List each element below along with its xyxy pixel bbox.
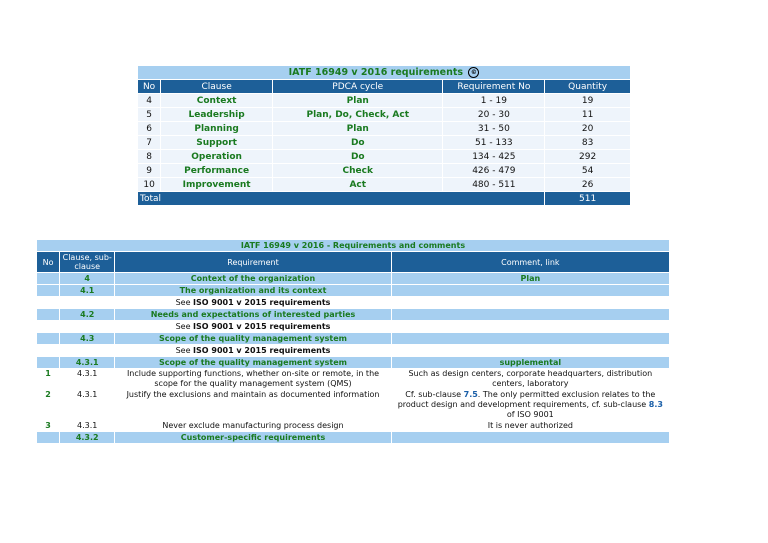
requirement-quantity: 19 <box>545 94 630 107</box>
section-clause: 4.3.1 <box>60 357 114 368</box>
requirements-title-row <box>37 240 669 251</box>
requirement-number: 2 <box>37 390 59 420</box>
row-clause <box>60 345 114 356</box>
requirement-quantity: 26 <box>545 178 630 191</box>
requirement-quantity: 83 <box>545 136 630 149</box>
section-comment <box>392 285 669 296</box>
pdca-cycle: Plan, Do, Check, Act <box>273 108 442 121</box>
row-number <box>37 309 59 320</box>
see-reference-row <box>37 345 669 356</box>
row-clause <box>60 297 114 308</box>
copyright-circle-icon: © <box>468 67 479 78</box>
section-row <box>37 432 669 443</box>
pdca-cycle: Act <box>273 178 442 191</box>
summary-title-cell <box>138 66 630 79</box>
requirement-row <box>37 421 669 431</box>
clause-number: 5 <box>138 108 160 121</box>
clause-name: Leadership <box>161 108 272 121</box>
clause-name: Improvement <box>161 178 272 191</box>
header-no: No <box>138 80 160 93</box>
summary-row <box>138 136 630 149</box>
section-clause: 4.2 <box>60 309 114 320</box>
section-row <box>37 357 669 368</box>
requirements-title: IATF 16949 v 2016 - Requirements and comments <box>37 240 669 251</box>
see-reference: See ISO 9001 v 2015 requirements <box>115 321 390 332</box>
requirement-range: 51 - 133 <box>443 136 544 149</box>
pdca-cycle: Check <box>273 164 442 177</box>
requirement-quantity: 54 <box>545 164 630 177</box>
section-title: Context of the organization <box>115 273 390 284</box>
clause-name: Performance <box>161 164 272 177</box>
section-title: Scope of the quality management system <box>115 333 390 344</box>
summary-header-row <box>138 80 630 93</box>
pdca-cycle: Plan <box>273 94 442 107</box>
header-clause: Clause, sub-clause <box>60 252 114 272</box>
clause-name: Planning <box>161 122 272 135</box>
header-quantity: Quantity <box>545 80 630 93</box>
see-reference: See ISO 9001 v 2015 requirements <box>115 345 390 356</box>
summary-row <box>138 122 630 135</box>
header-requirement: Requirement <box>115 252 390 272</box>
summary-row <box>138 164 630 177</box>
total-quantity: 511 <box>545 192 630 205</box>
row-comment <box>392 345 669 356</box>
clause-number: 9 <box>138 164 160 177</box>
section-title: Customer-specific requirements <box>115 432 390 443</box>
requirements-header-row <box>37 252 669 272</box>
see-reference-link: ISO 9001 v 2015 requirements <box>193 298 331 307</box>
clause-link[interactable]: 8.3 <box>648 400 663 409</box>
summary-row <box>138 178 630 191</box>
summary-total-row <box>138 192 630 205</box>
row-clause <box>60 321 114 332</box>
header-comment: Comment, link <box>392 252 669 272</box>
row-comment <box>392 321 669 332</box>
row-comment <box>392 297 669 308</box>
section-title: The organization and its context <box>115 285 390 296</box>
requirement-range: 1 - 19 <box>443 94 544 107</box>
requirement-comment: It is never authorized <box>392 421 669 431</box>
total-label: Total <box>138 192 544 205</box>
requirement-clause: 4.3.1 <box>60 421 114 431</box>
row-number <box>37 273 59 284</box>
pdca-cycle: Do <box>273 150 442 163</box>
row-number <box>37 321 59 332</box>
requirement-quantity: 11 <box>545 108 630 121</box>
section-title: Needs and expectations of interested parties <box>115 309 390 320</box>
header-clause: Clause <box>161 80 272 93</box>
section-row <box>37 333 669 344</box>
clause-number: 4 <box>138 94 160 107</box>
row-number <box>37 333 59 344</box>
summary-title: IATF 16949 v 2016 requirements <box>288 67 464 78</box>
requirement-range: 31 - 50 <box>443 122 544 135</box>
requirement-quantity: 20 <box>545 122 630 135</box>
section-clause: 4.3.2 <box>60 432 114 443</box>
row-number <box>37 432 59 443</box>
requirement-text: Never exclude manufacturing process design <box>115 421 390 431</box>
requirement-range: 480 - 511 <box>443 178 544 191</box>
pdca-cycle: Do <box>273 136 442 149</box>
section-row <box>37 309 669 320</box>
see-reference-link: ISO 9001 v 2015 requirements <box>193 346 331 355</box>
requirement-row <box>37 369 669 389</box>
clause-number: 8 <box>138 150 160 163</box>
section-comment <box>392 309 669 320</box>
summary-row <box>138 150 630 163</box>
requirement-number: 3 <box>37 421 59 431</box>
section-clause: 4 <box>60 273 114 284</box>
requirement-quantity: 292 <box>545 150 630 163</box>
header-no: No <box>37 252 59 272</box>
header-pdca: PDCA cycle <box>273 80 442 93</box>
section-comment: Plan <box>392 273 669 284</box>
row-number <box>37 357 59 368</box>
clause-name: Operation <box>161 150 272 163</box>
section-row <box>37 273 669 284</box>
requirements-summary-table <box>137 65 631 206</box>
summary-row <box>138 108 630 121</box>
requirement-range: 20 - 30 <box>443 108 544 121</box>
see-reference-link: ISO 9001 v 2015 requirements <box>193 322 331 331</box>
requirement-text: Justify the exclusions and maintain as documented information <box>115 390 390 420</box>
requirement-number: 1 <box>37 369 59 389</box>
clause-name: Support <box>161 136 272 149</box>
requirement-range: 134 - 425 <box>443 150 544 163</box>
clause-number: 7 <box>138 136 160 149</box>
clause-number: 10 <box>138 178 160 191</box>
requirement-comment: Cf. sub-clause 7.5. The only permitted exclusion relates to the product design and development requirements, cf. sub-clause 8.3 of ISO 9001 <box>392 390 669 420</box>
section-comment <box>392 432 669 443</box>
section-clause: 4.3 <box>60 333 114 344</box>
requirement-text: Include supporting functions, whether on-site or remote, in the scope for the quality management system (QMS) <box>115 369 390 389</box>
clause-number: 6 <box>138 122 160 135</box>
requirement-clause: 4.3.1 <box>60 369 114 389</box>
requirement-comment: Such as design centers, corporate headquarters, distribution centers, laboratory <box>392 369 669 389</box>
section-clause: 4.1 <box>60 285 114 296</box>
row-number <box>37 285 59 296</box>
see-reference: See ISO 9001 v 2015 requirements <box>115 297 390 308</box>
requirement-clause: 4.3.1 <box>60 390 114 420</box>
summary-title-row <box>138 66 630 79</box>
summary-body <box>138 94 630 191</box>
requirements-body <box>37 273 669 443</box>
pdca-cycle: Plan <box>273 122 442 135</box>
see-reference-row <box>37 297 669 308</box>
requirement-row <box>37 390 669 420</box>
clause-link[interactable]: 7.5 <box>463 390 478 399</box>
section-row <box>37 285 669 296</box>
section-comment: supplemental <box>392 357 669 368</box>
row-number <box>37 345 59 356</box>
see-reference-row <box>37 321 669 332</box>
section-comment <box>392 333 669 344</box>
row-number <box>37 297 59 308</box>
header-requirement-no: Requirement No <box>443 80 544 93</box>
summary-row <box>138 94 630 107</box>
section-title: Scope of the quality management system <box>115 357 390 368</box>
clause-name: Context <box>161 94 272 107</box>
requirements-comments-table <box>36 239 670 444</box>
requirement-range: 426 - 479 <box>443 164 544 177</box>
